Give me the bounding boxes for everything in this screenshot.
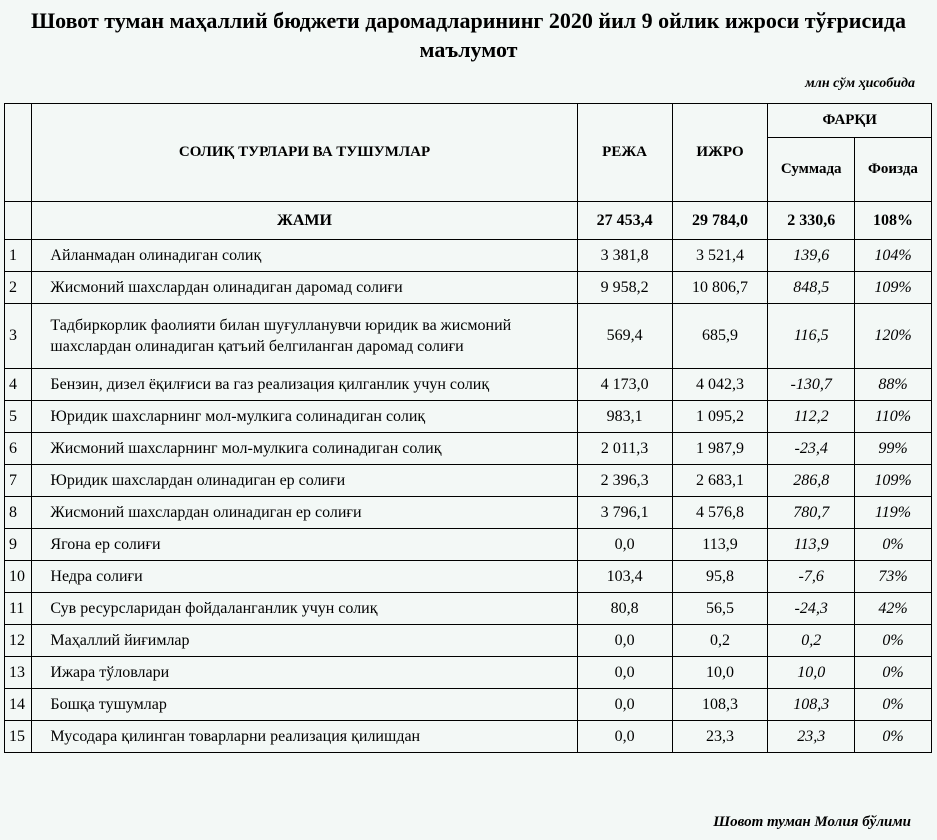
table-row (5, 561, 932, 593)
row-diff-pct: 110% (854, 401, 931, 433)
row-plan: 103,4 (577, 561, 672, 593)
row-diff-sum: 112,2 (768, 401, 854, 433)
row-diff-sum: 10,0 (768, 657, 854, 689)
row-name: Юридик шахслардан олинадиган ер солиғи (32, 465, 577, 497)
row-number: 11 (5, 593, 32, 625)
row-diff-pct: 73% (854, 561, 931, 593)
row-diff-pct: 0% (854, 689, 931, 721)
row-number: 10 (5, 561, 32, 593)
table-row (5, 465, 932, 497)
row-diff-pct: 120% (854, 304, 931, 369)
row-diff-pct: 99% (854, 433, 931, 465)
row-plan: 0,0 (577, 721, 672, 753)
row-exec: 1 987,9 (672, 433, 768, 465)
table-row (5, 625, 932, 657)
table-row (5, 240, 932, 272)
row-diff-sum: 0,2 (768, 625, 854, 657)
row-exec: 685,9 (672, 304, 768, 369)
table-row (5, 657, 932, 689)
row-plan: 3 381,8 (577, 240, 672, 272)
row-number: 8 (5, 497, 32, 529)
row-diff-sum: 286,8 (768, 465, 854, 497)
row-name: Мусодара қилинган товарларни реализация қилишдан (32, 721, 577, 753)
row-exec: 10,0 (672, 657, 768, 689)
row-plan: 2 396,3 (577, 465, 672, 497)
total-pct: 108% (854, 202, 931, 240)
row-diff-sum: 108,3 (768, 689, 854, 721)
row-number: 2 (5, 272, 32, 304)
table-row (5, 433, 932, 465)
table-row (5, 497, 932, 529)
table-row (5, 401, 932, 433)
table-row (5, 304, 932, 369)
row-name: Ижара тўловлари (32, 657, 577, 689)
row-diff-sum: 848,5 (768, 272, 854, 304)
row-name: Жисмоний шахсларнинг мол-мулкига солинадиган солиқ (32, 433, 577, 465)
row-diff-pct: 88% (854, 369, 931, 401)
row-diff-pct: 119% (854, 497, 931, 529)
header-plan: РЕЖА (577, 104, 672, 202)
row-name: Тадбиркорлик фаолияти билан шуғулланувчи юридик ва жисмоний шахслардан олинадиган қатъий белгиланган даромад солиғи (32, 304, 577, 369)
row-diff-sum: 113,9 (768, 529, 854, 561)
row-diff-sum: 780,7 (768, 497, 854, 529)
total-sum: 2 330,6 (768, 202, 854, 240)
row-diff-sum: -7,6 (768, 561, 854, 593)
total-number (5, 202, 32, 240)
row-name: Айланмадан олинадиган солиқ (32, 240, 577, 272)
row-exec: 10 806,7 (672, 272, 768, 304)
row-number: 7 (5, 465, 32, 497)
header-exec: ИЖРО (672, 104, 768, 202)
row-number: 3 (5, 304, 32, 369)
row-name: Жисмоний шахслардан олинадиган даромад солиғи (32, 272, 577, 304)
row-plan: 3 796,1 (577, 497, 672, 529)
row-plan: 0,0 (577, 657, 672, 689)
header-number (5, 104, 32, 202)
row-plan: 983,1 (577, 401, 672, 433)
row-name: Бензин, дизел ёқилғиси ва газ реализация қилганлик учун солиқ (32, 369, 577, 401)
row-exec: 4 042,3 (672, 369, 768, 401)
row-number: 13 (5, 657, 32, 689)
header-name: СОЛИҚ ТУРЛАРИ ВА ТУШУМЛАР (32, 104, 577, 202)
row-diff-pct: 104% (854, 240, 931, 272)
budget-table (4, 103, 932, 753)
row-number: 15 (5, 721, 32, 753)
row-name: Недра солиғи (32, 561, 577, 593)
header-diff-pct: Фоизда (854, 138, 931, 202)
row-number: 5 (5, 401, 32, 433)
table-row (5, 593, 932, 625)
row-diff-sum: -130,7 (768, 369, 854, 401)
unit-note: млн сўм ҳисобида (805, 76, 915, 91)
table-row (5, 689, 932, 721)
row-plan: 9 958,2 (577, 272, 672, 304)
row-exec: 56,5 (672, 593, 768, 625)
row-name: Сув ресурсларидан фойдаланганлик учун солиқ (32, 593, 577, 625)
row-exec: 113,9 (672, 529, 768, 561)
row-plan: 0,0 (577, 689, 672, 721)
row-exec: 95,8 (672, 561, 768, 593)
row-diff-pct: 109% (854, 272, 931, 304)
row-diff-pct: 0% (854, 625, 931, 657)
row-diff-pct: 0% (854, 529, 931, 561)
total-exec: 29 784,0 (672, 202, 768, 240)
row-diff-sum: 116,5 (768, 304, 854, 369)
row-diff-pct: 42% (854, 593, 931, 625)
header-diff-sum: Суммада (768, 138, 854, 202)
row-name: Юридик шахсларнинг мол-мулкига солинадиган солиқ (32, 401, 577, 433)
row-name: Маҳаллий йиғимлар (32, 625, 577, 657)
row-diff-sum: -23,4 (768, 433, 854, 465)
total-plan: 27 453,4 (577, 202, 672, 240)
row-exec: 1 095,2 (672, 401, 768, 433)
row-name: Жисмоний шахслардан олинадиган ер солиғи (32, 497, 577, 529)
row-name: Бошқа тушумлар (32, 689, 577, 721)
table-row (5, 529, 932, 561)
row-diff-sum: 23,3 (768, 721, 854, 753)
row-diff-pct: 0% (854, 657, 931, 689)
row-diff-sum: -24,3 (768, 593, 854, 625)
row-number: 4 (5, 369, 32, 401)
row-plan: 2 011,3 (577, 433, 672, 465)
row-plan: 0,0 (577, 625, 672, 657)
row-plan: 569,4 (577, 304, 672, 369)
title-line-1: Шовот туман маҳаллий бюджети даромадларининг 2020 йил 9 ойлик ижроси тўғрисида (30, 8, 907, 33)
row-diff-sum: 139,6 (768, 240, 854, 272)
row-number: 14 (5, 689, 32, 721)
row-plan: 4 173,0 (577, 369, 672, 401)
row-number: 9 (5, 529, 32, 561)
row-exec: 0,2 (672, 625, 768, 657)
row-plan: 80,8 (577, 593, 672, 625)
row-exec: 108,3 (672, 689, 768, 721)
row-plan: 0,0 (577, 529, 672, 561)
table-row (5, 721, 932, 753)
table-row (5, 272, 932, 304)
total-row (5, 202, 932, 240)
row-number: 12 (5, 625, 32, 657)
row-diff-pct: 109% (854, 465, 931, 497)
row-number: 1 (5, 240, 32, 272)
row-name: Ягона ер солиғи (32, 529, 577, 561)
document-title (0, 6, 937, 64)
footer-signature: Шовот туман Молия бўлими (713, 814, 911, 830)
row-number: 6 (5, 433, 32, 465)
header-diff: ФАРҚИ (768, 104, 932, 138)
row-exec: 23,3 (672, 721, 768, 753)
table-body (5, 202, 932, 753)
table-row (5, 369, 932, 401)
total-label: ЖАМИ (32, 202, 577, 240)
row-exec: 4 576,8 (672, 497, 768, 529)
row-exec: 2 683,1 (672, 465, 768, 497)
title-line-2: маълумот (419, 37, 518, 62)
row-exec: 3 521,4 (672, 240, 768, 272)
row-diff-pct: 0% (854, 721, 931, 753)
